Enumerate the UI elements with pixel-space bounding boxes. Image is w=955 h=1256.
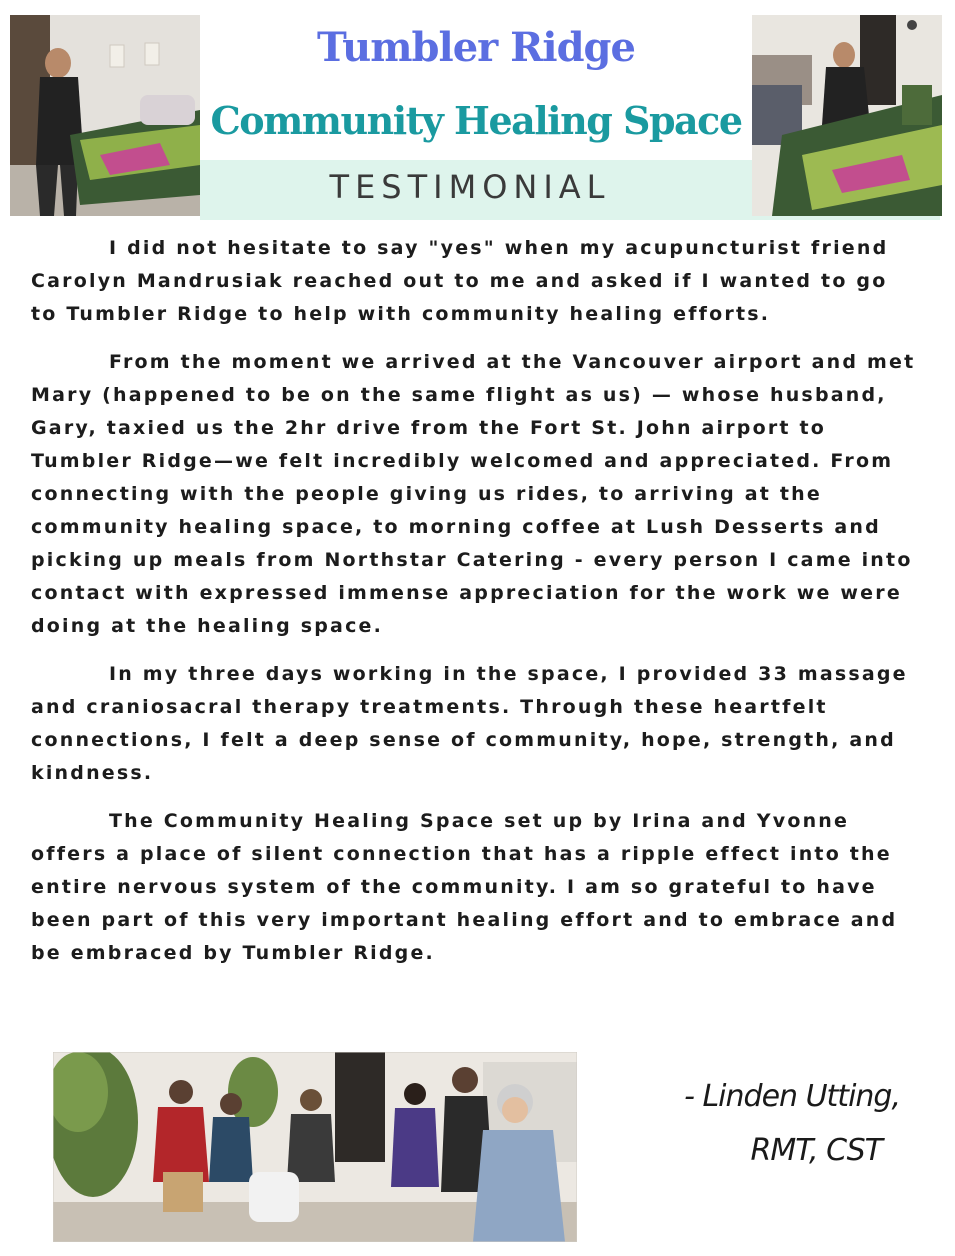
page-title-line2: Community Healing Space bbox=[210, 98, 742, 143]
paragraph-2: From the moment we arrived at the Vancouver airport and met Mary (happened to be on the same flight as us) — whose husband, Gary, taxied us the 2hr drive from the Fort St. John airport to Tumbler Ridge—we felt incredibly welcomed and appreciated. From connecting with the people giving us rides, to arriving at the community healing space, to morning coffee at Lush Desserts and picking up meals from Northstar Catering - every person I came into contact with expressed immense appreciation for the work we were doing at the healing space. bbox=[31, 351, 916, 637]
photo-therapist-right bbox=[752, 15, 942, 216]
paragraph-4: The Community Healing Space set up by Irina and Yvonne offers a place of silent connection that has a ripple effect into the entire nervous system of the community. I am so grateful to have been part of this very important healing effort and to embrace and be embraced by Tumbler Ridge. bbox=[31, 810, 898, 964]
photo-therapist-left bbox=[10, 15, 200, 216]
signature bbox=[640, 1070, 900, 1178]
paragraph-1: I did not hesitate to say "yes" when my acupuncturist friend Carolyn Mandrusiak reached out to me and asked if I wanted to go to Tumbler Ridge to help with community healing efforts. bbox=[31, 237, 889, 325]
signature-credentials: RMT, CST bbox=[750, 1133, 882, 1168]
page-title-line1: Tumbler Ridge bbox=[317, 24, 635, 71]
photo-group bbox=[53, 1052, 577, 1242]
testimonial-body bbox=[31, 232, 921, 985]
paragraph-3: In my three days working in the space, I provided 33 massage and craniosacral therapy treatments. Through these heartfelt connections, I felt a deep sense of community, hope, strength, and kindness. bbox=[31, 663, 908, 784]
testimonial-label: TESTIMONIAL bbox=[329, 168, 611, 206]
signature-name: - Linden Utting, bbox=[684, 1079, 900, 1114]
